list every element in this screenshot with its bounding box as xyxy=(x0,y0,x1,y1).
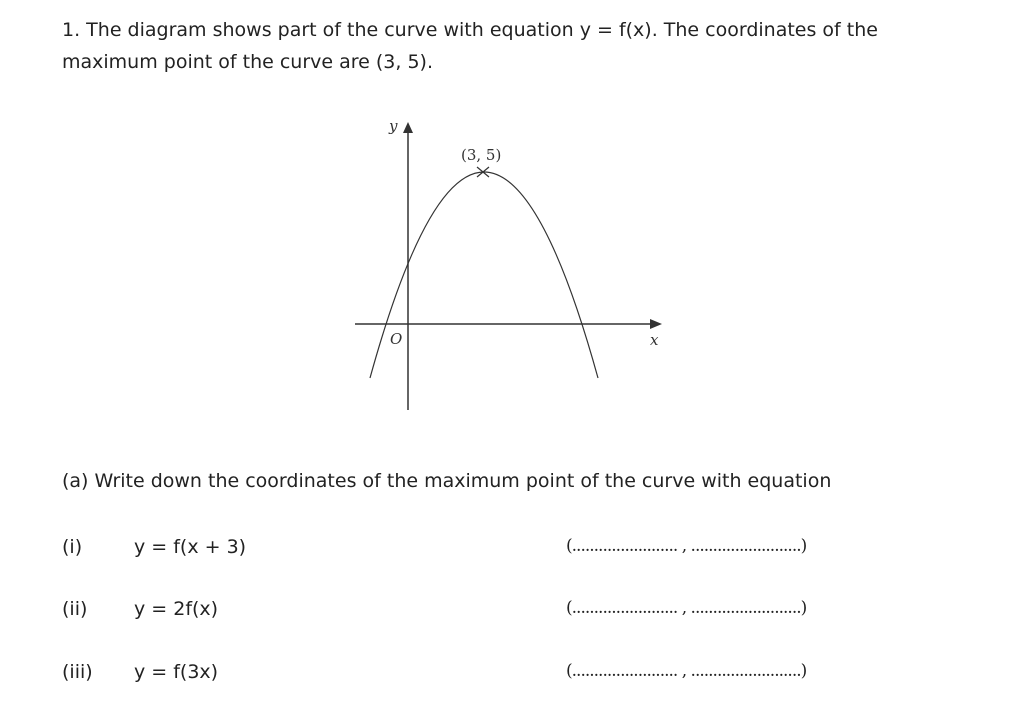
item-number: (ii) xyxy=(62,598,88,620)
curve xyxy=(370,172,598,378)
item-number: (iii) xyxy=(62,661,93,683)
y-axis-arrow-icon xyxy=(403,122,413,133)
item-equation: y = f(3x) xyxy=(134,661,219,683)
answer-field[interactable]: (........................ , .........................) xyxy=(566,598,807,618)
item-equation: y = f(x + 3) xyxy=(134,536,247,558)
answer-field[interactable]: (........................ , .........................) xyxy=(566,661,807,681)
max-point-label: (3, 5) xyxy=(461,146,502,164)
origin-label: O xyxy=(390,330,403,348)
y-axis-label: y xyxy=(389,117,398,135)
part-a-prompt: (a) Write down the coordinates of the maximum point of the curve with equation xyxy=(62,470,832,492)
answer-field[interactable]: (........................ , .........................) xyxy=(566,536,807,556)
item-number: (i) xyxy=(62,536,83,558)
question-text: 1. The diagram shows part of the curve with equation y = f(x). The coordinates of the maximum point of the curve are (3, 5). xyxy=(62,19,878,73)
item-equation: y = 2f(x) xyxy=(134,598,219,620)
x-axis-arrow-icon xyxy=(650,319,662,329)
x-axis-label: x xyxy=(650,331,659,349)
